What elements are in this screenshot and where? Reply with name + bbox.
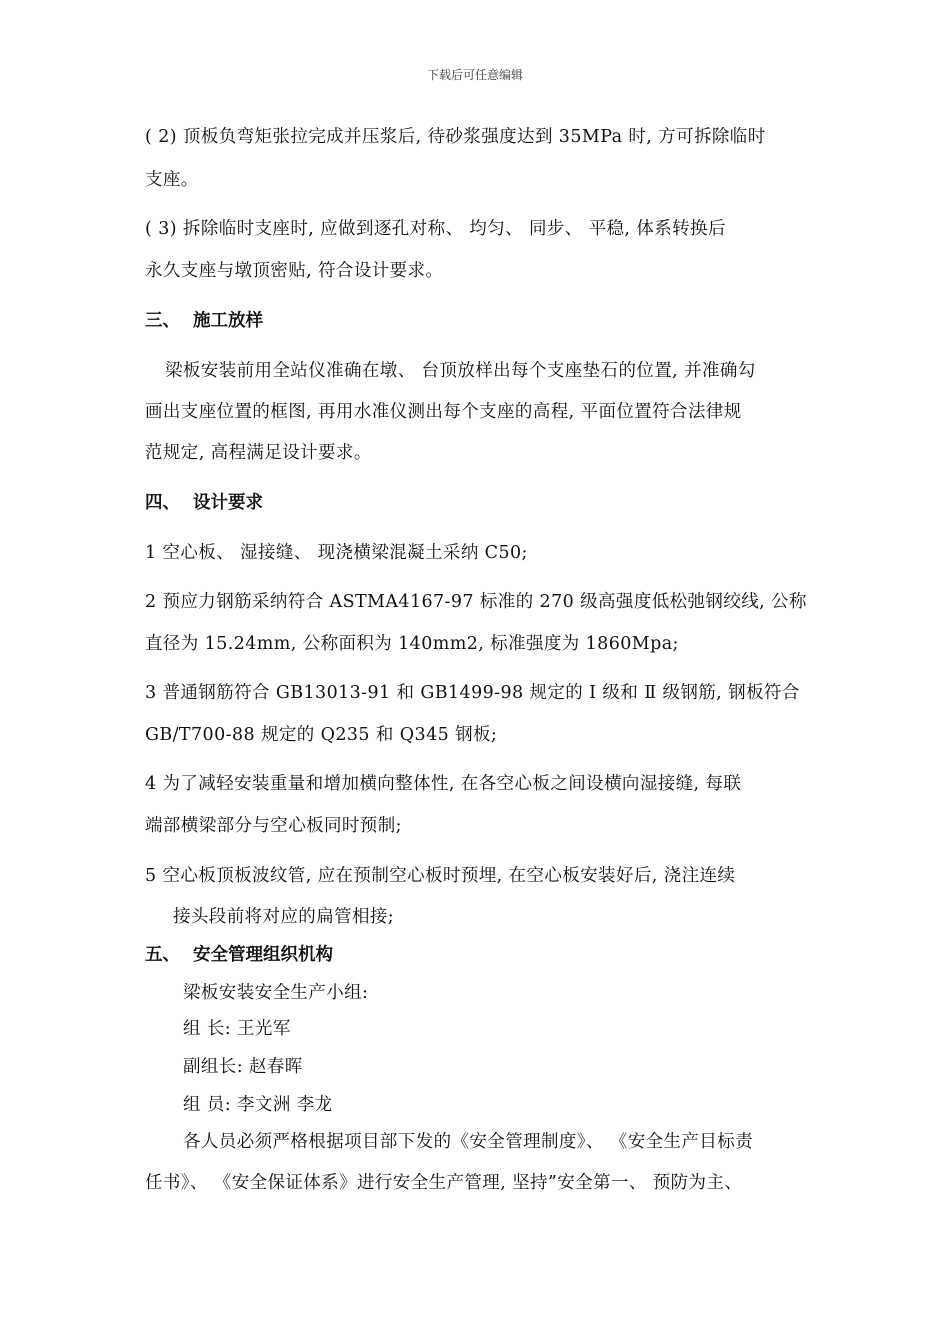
paragraph-line: 任书》、 《安全保证体系》进行安全生产管理, 坚持”安全第一、 预防为主、 <box>145 1173 743 1193</box>
list-item-continuation: 接头段前将对应的扁管相接; <box>173 907 395 927</box>
section-heading <box>145 310 263 332</box>
section-title: 设计要求 <box>193 493 263 513</box>
list-item-continuation: GB/T700-88 规定的 Q235 和 Q345 钢板; <box>145 725 498 745</box>
group-member-line: 组 长: 王光军 <box>183 1019 291 1039</box>
list-item-continuation: 端部横梁部分与空心板同时预制; <box>145 816 402 836</box>
group-intro: 梁板安装安全生产小组: <box>183 983 369 1003</box>
group-member-line: 组 员: 李文洲 李龙 <box>183 1095 333 1115</box>
paragraph-line: 范规定, 高程满足设计要求。 <box>145 443 372 463</box>
list-item-continuation: 直径为 15.24mm, 公称面积为 140mm2, 标准强度为 1860Mpa; <box>145 634 679 654</box>
page-header-note: 下载后可任意编辑 <box>426 68 523 82</box>
list-item: 1 空心板、 湿接缝、 现浇横梁混凝土采纳 C50; <box>145 543 528 563</box>
section-number: 五、 <box>145 945 180 965</box>
paragraph-line: 支座。 <box>145 170 199 190</box>
list-item: 4 为了减轻安装重量和增加横向整体性, 在各空心板之间设横向湿接缝, 每联 <box>145 774 742 794</box>
section-title: 施工放样 <box>193 311 263 331</box>
paragraph-line: ( 3) 拆除临时支座时, 应做到逐孔对称、 均匀、 同步、 平稳, 体系转换后 <box>145 219 726 239</box>
section-heading <box>145 944 333 966</box>
list-item: 3 普通钢筋符合 GB13013-91 和 GB1499-98 规定的 Ⅰ 级和 Ⅱ 级钢筋, 钢板符合 <box>145 683 800 703</box>
paragraph-line: ( 2) 顶板负弯矩张拉完成并压浆后, 待砂浆强度达到 35MPa 时, 方可拆除临时 <box>145 127 766 147</box>
list-item: 2 预应力钢筋采纳符合 ASTMA4167-97 标准的 270 级高强度低松弛钢绞线, 公称 <box>145 592 807 612</box>
list-item: 5 空心板顶板波纹管, 应在预制空心板时预埋, 在空心板安装好后, 浇注连续 <box>145 866 736 886</box>
paragraph-line: 画出支座位置的框图, 再用水准仪测出每个支座的高程, 平面位置符合法律规 <box>145 402 742 422</box>
paragraph-line: 梁板安装前用全站仪准确在墩、 台顶放样出每个支座垫石的位置, 并准确勾 <box>165 361 756 381</box>
section-heading <box>145 492 263 514</box>
section-number: 四、 <box>145 493 180 513</box>
group-member-line: 副组长: 赵春晖 <box>183 1057 303 1077</box>
section-title: 安全管理组织机构 <box>193 945 333 965</box>
paragraph-line: 永久支座与墩顶密贴, 符合设计要求。 <box>145 261 444 281</box>
section-number: 三、 <box>145 311 180 331</box>
paragraph-line: 各人员必须严格根据项目部下发的《安全管理制度》、 《安全生产目标责 <box>183 1132 754 1152</box>
